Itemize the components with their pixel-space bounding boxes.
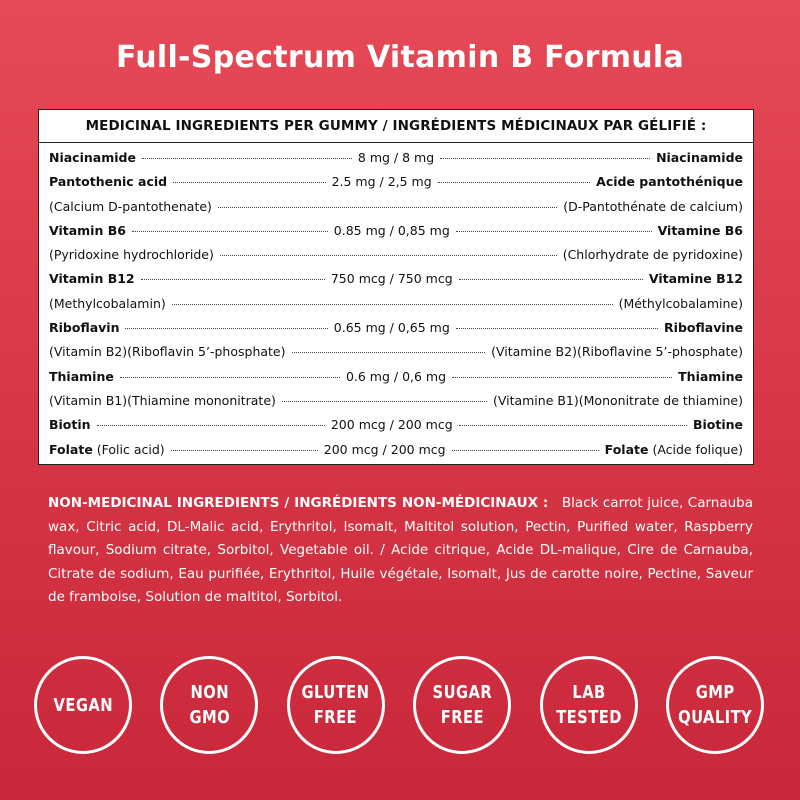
dot-leader	[171, 450, 318, 451]
dot-leader	[459, 425, 687, 426]
badge-label: GMP QUALITY	[677, 682, 752, 728]
ingredient-name-fr	[693, 413, 743, 437]
dot-leader	[456, 328, 658, 329]
ingredient-amount: 8 mg / 8 mg	[357, 150, 435, 165]
medicinal-ingredients-header: MEDICINAL INGREDIENTS PER GUMMY / INGRÉDIENTS MÉDICINAUX PAR GÉLIFIÉ :	[39, 110, 753, 143]
ingredient-name-en	[49, 195, 212, 219]
page-title: Full-Spectrum Vitamin B Formula	[115, 40, 685, 75]
ingredient-detail-en: (Methylcobalamin)	[49, 295, 166, 311]
ingredient-name-fr	[619, 292, 743, 316]
ingredient-detail-fr: (D-Pantothénate de calcium)	[563, 198, 743, 214]
ingredient-name-fr	[649, 267, 743, 291]
medicinal-ingredients-panel	[38, 109, 754, 465]
badge-label: NON GMO	[189, 682, 230, 728]
ingredient-row	[49, 219, 743, 243]
ingredient-detail-fr: (Acide folique)	[648, 441, 744, 457]
ingredient-name-en-bold: Pantothenic acid	[49, 174, 168, 190]
badge-label: LAB TESTED	[555, 682, 622, 728]
ingredient-name-en	[49, 292, 166, 316]
ingredient-name-en	[49, 146, 136, 170]
dot-leader	[125, 328, 327, 329]
ingredient-row	[49, 267, 743, 291]
ingredient-detail-en: (Vitamin B1)(Thiamine mononitrate)	[49, 392, 276, 408]
ingredient-name-fr	[493, 389, 743, 413]
dot-leader	[292, 352, 486, 353]
dot-leader	[132, 231, 328, 232]
ingredient-name-en	[49, 365, 114, 389]
ingredient-row	[49, 340, 743, 364]
ingredient-detail-fr: (Chlorhydrate de pyridoxine)	[562, 247, 743, 263]
ingredient-name-fr	[656, 146, 743, 170]
ingredient-name-en	[49, 413, 91, 437]
ingredient-name-fr-bold: Thiamine	[678, 368, 743, 384]
ingredient-row	[49, 243, 743, 267]
ingredient-name-fr-bold: Folate	[604, 441, 649, 457]
ingredient-amount: 0.6 mg / 0,6 mg	[345, 368, 447, 384]
ingredient-detail-en: (Folic acid)	[92, 441, 165, 457]
ingredient-name-fr	[596, 170, 743, 194]
ingredient-row	[49, 389, 743, 413]
badge-gluten-free	[287, 656, 385, 754]
ingredient-name-fr	[664, 316, 743, 340]
dot-leader	[459, 279, 643, 280]
non-medicinal-text: Black carrot juice, Carnauba wax, Citric acid, DL-Malic acid, Erythritol, Isomalt, Maltitol solution, Pectin, Purified water, Raspberry flavour, Sodium citrate, Sorbitol, Vegetable oil. / Acide citrique, Acide DL-malique, Cire de Carnauba, Citrate de sodium, Eau purifiée, Erythritol, Huile végétale, Isomalt, Jus de carotte noire, Pectine, Saveur de framboise, Solution de maltitol, Sorbitol.	[48, 495, 754, 605]
badge-label: VEGAN	[53, 694, 113, 716]
ingredient-row	[49, 292, 743, 316]
ingredient-name-en-bold: Vitamin B12	[49, 271, 135, 287]
ingredient-name-fr	[563, 195, 743, 219]
dot-leader	[97, 425, 325, 426]
dot-leader	[452, 450, 599, 451]
ingredient-name-en	[49, 243, 214, 267]
ingredient-name-en	[49, 438, 165, 462]
dot-leader	[456, 231, 652, 232]
ingredient-amount: 2.5 mg / 2,5 mg	[331, 174, 432, 190]
ingredient-detail-en: (Calcium D-pantothenate)	[49, 198, 212, 214]
ingredient-name-fr	[491, 340, 743, 364]
ingredient-amount: 200 mcg / 200 mcg	[330, 417, 453, 433]
ingredient-row	[49, 195, 743, 219]
ingredient-name-fr-bold: Riboflavine	[664, 320, 744, 336]
medicinal-ingredients-list	[39, 143, 753, 462]
ingredient-name-en-bold: Riboflavin	[49, 320, 120, 336]
ingredient-name-en-bold: Folate	[49, 441, 93, 457]
ingredient-row	[49, 146, 743, 170]
ingredient-amount: 0.65 mg / 0,65 mg	[333, 320, 450, 336]
dot-leader	[172, 304, 613, 305]
dot-leader	[282, 401, 487, 402]
ingredient-amount: 200 mcg / 200 mcg	[323, 441, 446, 457]
non-medicinal-label: NON-MEDICINAL INGREDIENTS / INGRÉDIENTS NON-MÉDICINAUX :	[48, 495, 549, 511]
ingredient-row	[49, 438, 743, 462]
ingredient-name-en-bold: Thiamine	[49, 368, 114, 384]
badge-non-gmo	[160, 656, 258, 754]
ingredient-name-en	[49, 170, 167, 194]
dot-leader	[438, 182, 590, 183]
ingredient-name-en	[49, 316, 119, 340]
ingredient-name-en	[49, 219, 126, 243]
ingredient-name-fr	[563, 243, 743, 267]
dot-leader	[220, 255, 557, 256]
ingredient-name-fr-bold: Acide pantothénique	[596, 174, 743, 190]
dot-leader	[141, 279, 325, 280]
ingredient-row	[49, 365, 743, 389]
dot-leader	[440, 158, 650, 159]
ingredient-row	[49, 316, 743, 340]
ingredient-name-fr-bold: Vitamine B6	[657, 222, 744, 238]
ingredient-name-fr	[605, 438, 743, 462]
certification-badges	[34, 656, 764, 756]
ingredient-name-fr-bold: Niacinamide	[656, 150, 744, 165]
ingredient-name-en	[49, 267, 135, 291]
badge-vegan	[34, 656, 132, 754]
ingredient-name-en	[49, 340, 286, 364]
dot-leader	[452, 377, 672, 378]
ingredient-detail-fr: (Vitamine B1)(Mononitrate de thiamine)	[492, 392, 743, 408]
ingredient-name-en-bold: Niacinamide	[49, 150, 136, 165]
ingredient-name-en	[49, 389, 276, 413]
ingredient-row	[49, 170, 743, 194]
ingredient-amount: 750 mcg / 750 mcg	[330, 271, 453, 287]
ingredient-row	[49, 413, 743, 437]
ingredient-detail-fr: (Vitamine B2)(Riboflavine 5’-phosphate)	[491, 344, 743, 360]
dot-leader	[120, 377, 340, 378]
badge-label: GLUTEN FREE	[301, 682, 370, 728]
badge-gmp-quality	[666, 656, 764, 754]
badge-label: SUGAR FREE	[432, 682, 492, 728]
non-medicinal-ingredients	[48, 492, 753, 610]
ingredient-detail-en: (Pyridoxine hydrochloride)	[49, 247, 214, 263]
ingredient-detail-en: (Vitamin B2)(Riboflavin 5’-phosphate)	[49, 344, 286, 360]
ingredient-amount: 0.85 mg / 0,85 mg	[333, 222, 450, 238]
dot-leader	[173, 182, 325, 183]
ingredient-name-fr-bold: Vitamine B12	[648, 271, 743, 287]
ingredient-name-en-bold: Biotin	[49, 417, 91, 433]
ingredient-name-fr-bold: Biotine	[692, 417, 743, 433]
badge-sugar-free	[413, 656, 511, 754]
ingredient-name-fr	[658, 219, 743, 243]
ingredient-detail-fr: (Méthylcobalamine)	[618, 295, 743, 311]
dot-leader	[218, 207, 557, 208]
ingredient-name-fr	[678, 365, 743, 389]
badge-lab-tested	[540, 656, 638, 754]
ingredient-name-en-bold: Vitamin B6	[49, 222, 126, 238]
dot-leader	[142, 158, 352, 159]
